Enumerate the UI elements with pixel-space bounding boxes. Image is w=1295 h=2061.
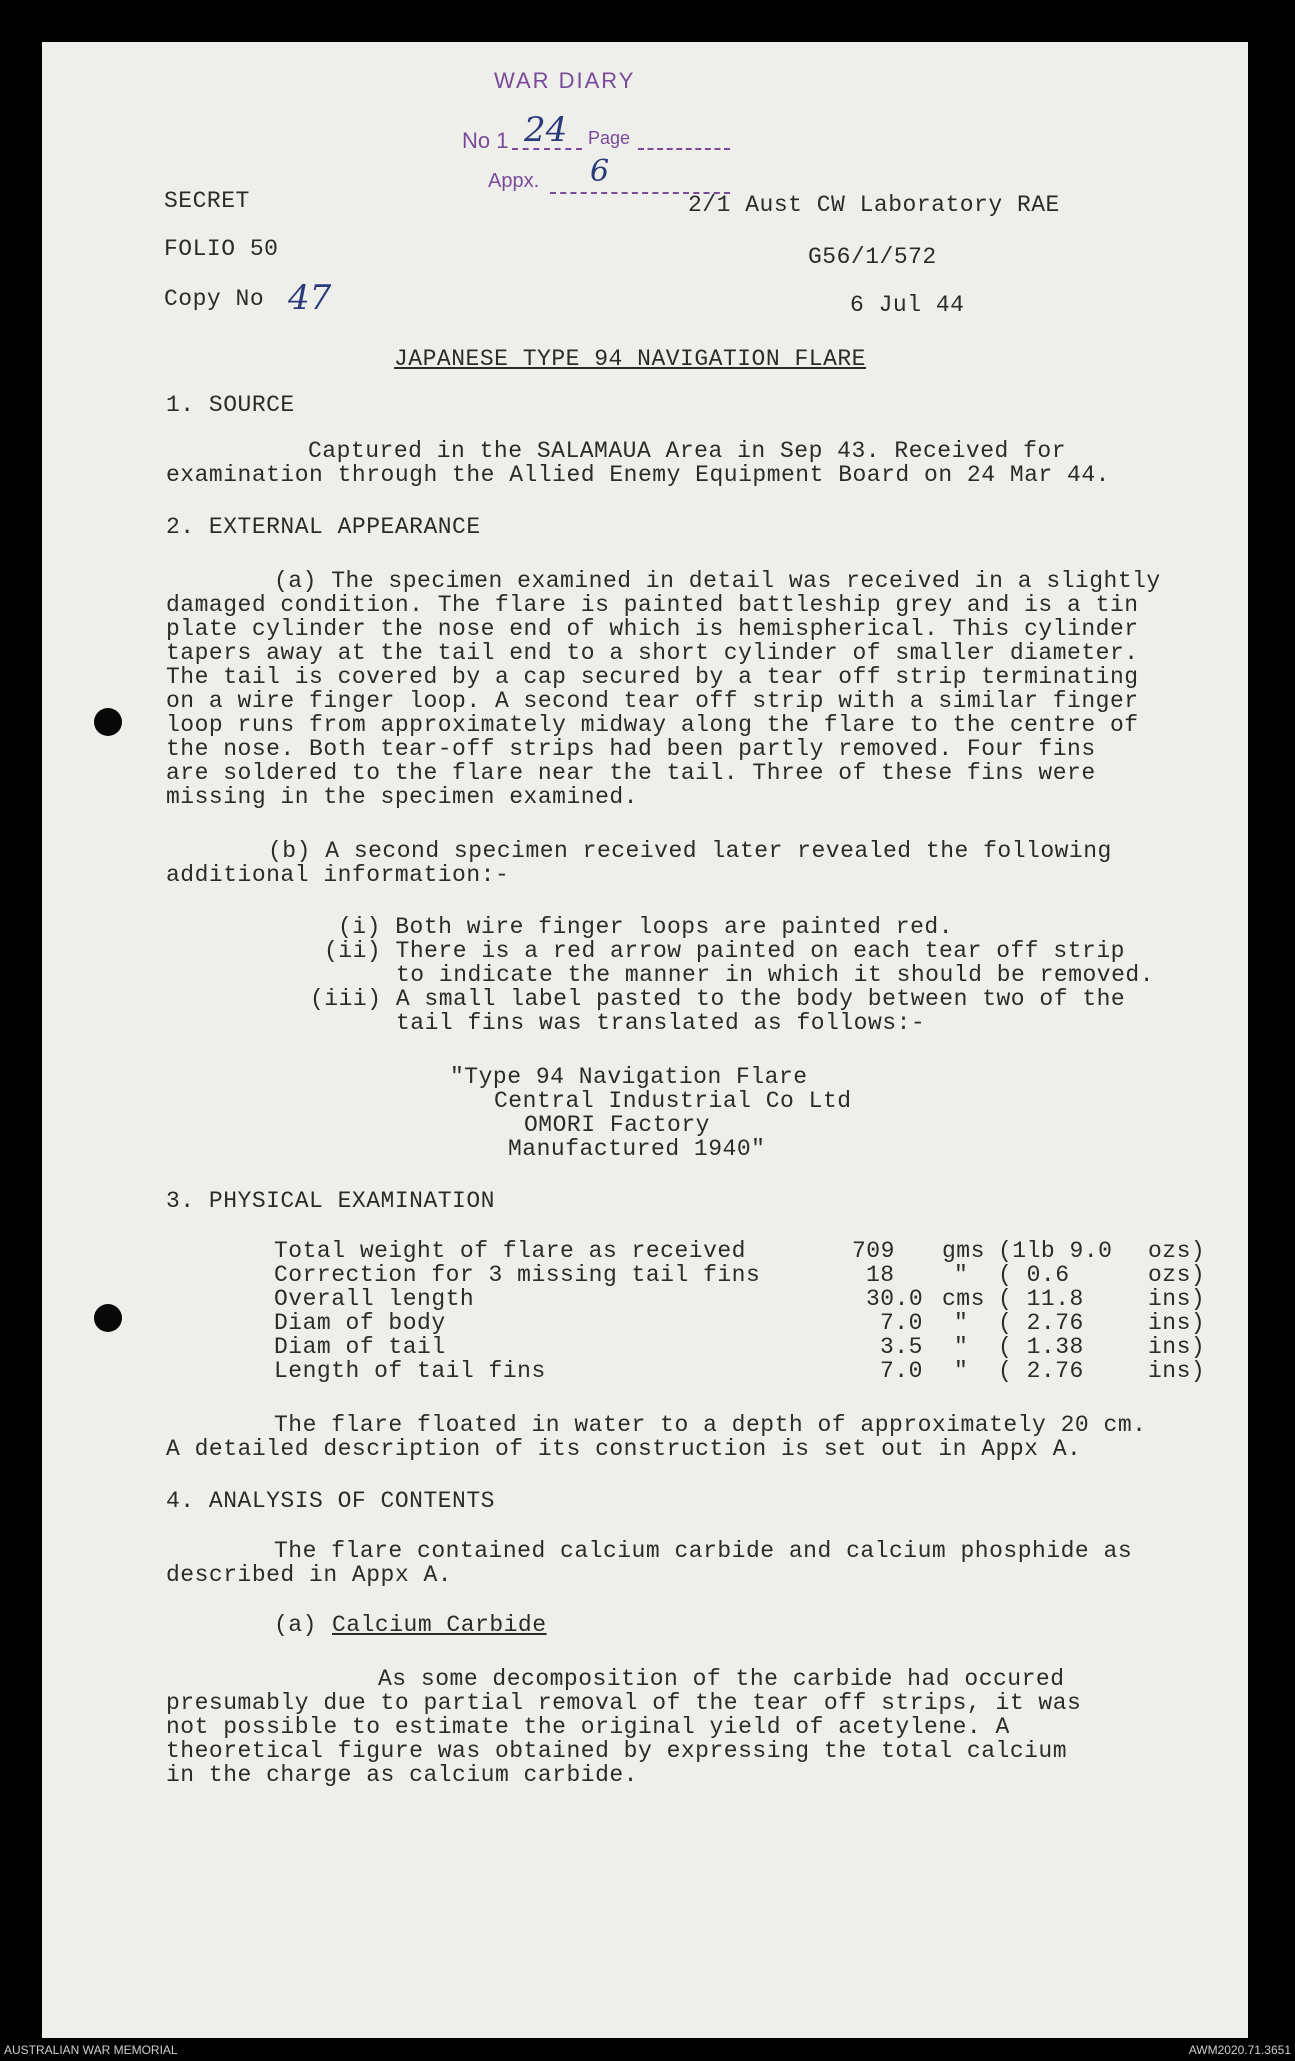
- source-line: examination through the Allied Enemy Equipment Board on 24 Mar 44.: [166, 462, 1110, 488]
- analysis-line: The flare contained calcium carbide and calcium phosphide as: [274, 1538, 1133, 1564]
- carbide-line: in the charge as calcium carbide.: [166, 1762, 638, 1788]
- punch-hole: [94, 1304, 122, 1332]
- row-unit: ": [954, 1358, 969, 1384]
- folio: FOLIO 50: [164, 236, 279, 262]
- row-imperial-unit: ins): [1148, 1310, 1206, 1336]
- row-item: Diam of body: [274, 1310, 446, 1336]
- row-item: Correction for 3 missing tail fins: [274, 1262, 761, 1288]
- document-date: 6 Jul 44: [850, 292, 965, 318]
- external-b-item: (iii) A small label pasted to the body between two of the: [310, 986, 1126, 1012]
- source-line: Captured in the SALAMAUA Area in Sep 43. Received for: [308, 438, 1067, 464]
- carbide-heading: Calcium Carbide: [332, 1612, 547, 1638]
- footer-accession: AWM2020.71.3651: [1188, 2043, 1291, 2057]
- external-b-line: additional information:-: [166, 862, 510, 888]
- row-imperial-unit: ins): [1148, 1334, 1206, 1360]
- carbide-line: As some decomposition of the carbide had occured: [378, 1666, 1065, 1692]
- row-value: 7.0: [880, 1310, 923, 1336]
- external-a-line: the nose. Both tear-off strips had been partly removed. Four fins: [166, 736, 1096, 762]
- stamp-no-label: No 1: [462, 128, 509, 153]
- row-imperial-unit: ozs): [1148, 1262, 1206, 1288]
- row-item: Diam of tail: [274, 1334, 446, 1360]
- punch-hole: [94, 708, 122, 736]
- copy-label: Copy No: [164, 286, 265, 312]
- carbide-line: presumably due to partial removal of the tear off strips, it was: [166, 1690, 1082, 1716]
- row-unit: ": [954, 1310, 969, 1336]
- row-imperial: (1lb 9.0: [998, 1238, 1113, 1264]
- classification: SECRET: [164, 188, 250, 214]
- war-diary-stamp-title: WAR DIARY: [494, 68, 636, 93]
- carbide-label: (a): [274, 1612, 317, 1638]
- external-a-line: are soldered to the flare near the tail. Three of these fins were: [166, 760, 1096, 786]
- external-b-item: tail fins was translated as follows:-: [396, 1010, 926, 1036]
- stamp-no-value: 24: [524, 110, 568, 150]
- row-value: 3.5: [880, 1334, 923, 1360]
- row-imperial-unit: ozs): [1148, 1238, 1206, 1264]
- reference-number: G56/1/572: [808, 244, 937, 270]
- row-item: Total weight of flare as received: [274, 1238, 746, 1264]
- row-imperial: ( 2.76: [998, 1310, 1084, 1336]
- copy-number: 47: [288, 278, 332, 318]
- label-quote-line: OMORI Factory: [524, 1112, 710, 1138]
- physical-line: The flare floated in water to a depth of approximately 20 cm.: [274, 1412, 1147, 1438]
- row-value: 709: [852, 1238, 895, 1264]
- external-b-line: (b) A second specimen received later revealed the following: [268, 838, 1112, 864]
- row-imperial: ( 2.76: [998, 1358, 1084, 1384]
- row-unit: cms: [942, 1286, 985, 1312]
- row-unit: ": [954, 1334, 969, 1360]
- row-value: 7.0: [880, 1358, 923, 1384]
- external-b-item: to indicate the manner in which it should be removed.: [396, 962, 1155, 988]
- stamp-no-line: [512, 148, 582, 150]
- carbide-line: not possible to estimate the original yield of acetylene. A: [166, 1714, 1010, 1740]
- row-item: Length of tail fins: [274, 1358, 546, 1384]
- external-b-item: (ii) There is a red arrow painted on each tear off strip: [324, 938, 1125, 964]
- external-a-line: missing in the specimen examined.: [166, 784, 638, 810]
- external-a-line: loop runs from approximately midway along the flare to the centre of: [166, 712, 1139, 738]
- analysis-heading: 4. ANALYSIS OF CONTENTS: [166, 1488, 495, 1514]
- external-b-item: (i) Both wire finger loops are painted red.: [338, 914, 953, 940]
- document-page: [42, 42, 1248, 2038]
- external-a-line: on a wire finger loop. A second tear off strip with a similar finger: [166, 688, 1139, 714]
- row-unit: gms: [942, 1238, 985, 1264]
- external-a-line: plate cylinder the nose end of which is hemispherical. This cylinder: [166, 616, 1139, 642]
- stamp-appx-label: Appx.: [488, 170, 540, 192]
- footer-credit: AUSTRALIAN WAR MEMORIAL: [4, 2043, 178, 2057]
- stamp-appx-value: 6: [590, 154, 610, 189]
- row-imperial: ( 11.8: [998, 1286, 1084, 1312]
- row-unit: ": [954, 1262, 969, 1288]
- label-quote-line: Manufactured 1940": [508, 1136, 766, 1162]
- row-imperial: ( 0.6: [998, 1262, 1070, 1288]
- external-a-line: (a) The specimen examined in detail was received in a slightly: [274, 568, 1161, 594]
- physical-heading: 3. PHYSICAL EXAMINATION: [166, 1188, 495, 1214]
- label-quote-line: Central Industrial Co Ltd: [494, 1088, 852, 1114]
- row-value: 18: [866, 1262, 895, 1288]
- external-a-line: damaged condition. The flare is painted battleship grey and is a tin: [166, 592, 1139, 618]
- document-title: JAPANESE TYPE 94 NAVIGATION FLARE: [394, 346, 866, 372]
- physical-line: A detailed description of its construction is set out in Appx A.: [166, 1436, 1082, 1462]
- row-imperial-unit: ins): [1148, 1286, 1206, 1312]
- source-heading: 1. SOURCE: [166, 392, 295, 418]
- row-item: Overall length: [274, 1286, 475, 1312]
- unit-name: 2/1 Aust CW Laboratory RAE: [688, 192, 1060, 218]
- external-a-line: tapers away at the tail end to a short cylinder of smaller diameter.: [166, 640, 1139, 666]
- stamp-page-line: [638, 148, 730, 150]
- row-value: 30.0: [866, 1286, 924, 1312]
- row-imperial-unit: ins): [1148, 1358, 1206, 1384]
- external-heading: 2. EXTERNAL APPEARANCE: [166, 514, 481, 540]
- row-imperial: ( 1.38: [998, 1334, 1084, 1360]
- stamp-page-label: Page: [588, 128, 631, 148]
- external-a-line: The tail is covered by a cap secured by a tear off strip terminating: [166, 664, 1139, 690]
- analysis-line: described in Appx A.: [166, 1562, 453, 1588]
- carbide-line: theoretical figure was obtained by expressing the total calcium: [166, 1738, 1068, 1764]
- label-quote-line: "Type 94 Navigation Flare: [450, 1064, 808, 1090]
